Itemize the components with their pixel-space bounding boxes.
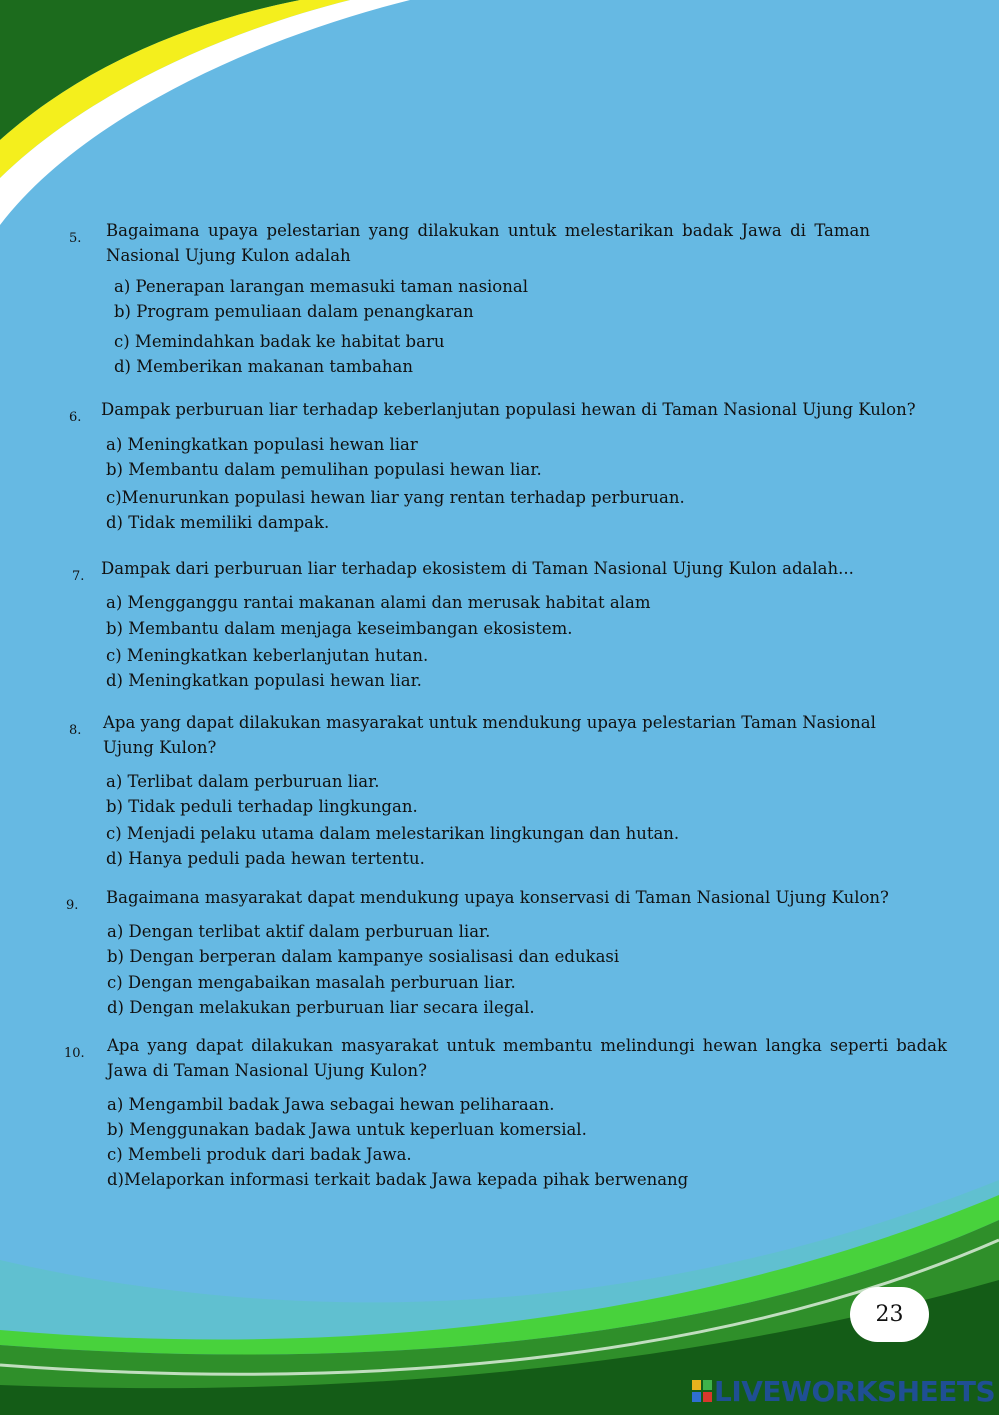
question-text: Bagaimana masyarakat dapat mendukung upaya konservasi di Taman Nasional Ujung Kulon? [106,888,889,907]
question-text: Dampak dari perburuan liar terhadap ekosistem di Taman Nasional Ujung Kulon adalah... [101,559,854,578]
option-c[interactable]: c)Menurunkan populasi hewan liar yang rentan terhadap perburuan. [106,488,685,507]
liveworksheets-brand [692,1373,995,1409]
question-number: 9. [66,898,79,913]
option-b[interactable]: b) Program pemuliaan dalam penangkaran [114,302,474,321]
question-number: 10. [64,1046,85,1061]
option-b[interactable]: b) Tidak peduli terhadap lingkungan. [106,797,418,816]
option-a[interactable]: a) Dengan terlibat aktif dalam perburuan liar. [107,922,491,941]
option-c[interactable]: c) Meningkatkan keberlanjutan hutan. [106,646,429,665]
option-a[interactable]: a) Meningkatkan populasi hewan liar [106,435,418,454]
option-b[interactable]: b) Membantu dalam menjaga keseimbangan ekosistem. [106,619,573,638]
option-d[interactable]: d) Memberikan makanan tambahan [114,357,414,376]
option-c[interactable]: c) Menjadi pelaku utama dalam melestarikan lingkungan dan hutan. [106,824,680,843]
question-number: 7. [72,569,85,584]
option-d[interactable]: d) Meningkatkan populasi hewan liar. [106,671,422,690]
question-text: Apa yang dapat dilakukan masyarakat untuk membantu melindungi hewan langka seperti badak Jawa di Taman Nasional Ujung Kulon? [107,1036,947,1080]
option-d[interactable]: d) Tidak memiliki dampak. [106,513,330,532]
question-number: 6. [69,410,82,425]
option-c[interactable]: c) Membeli produk dari badak Jawa. [107,1145,412,1164]
question-number: 8. [69,723,82,738]
option-a[interactable]: a) Penerapan larangan memasuki taman nasional [114,277,528,296]
option-d[interactable]: d) Dengan melakukan perburuan liar secara ilegal. [107,998,535,1017]
question-text: Dampak perburuan liar terhadap keberlanjutan populasi hewan di Taman Nasional Ujung Kulon? [101,400,916,419]
page-number: 23 [850,1287,929,1342]
liveworksheets-logo-icon [692,1380,712,1402]
option-b[interactable]: b) Membantu dalam pemulihan populasi hewan liar. [106,460,542,479]
option-a[interactable]: a) Terlibat dalam perburuan liar. [106,772,380,791]
option-a[interactable]: a) Mengambil badak Jawa sebagai hewan peliharaan. [107,1095,555,1114]
brand-name: LIVEWORKSHEETS [714,1374,996,1408]
option-a[interactable]: a) Mengganggu rantai makanan alami dan merusak habitat alam [106,593,651,612]
option-c[interactable]: c) Dengan mengabaikan masalah perburuan liar. [107,973,516,992]
option-d[interactable]: d)Melaporkan informasi terkait badak Jawa kepada pihak berwenang [107,1170,689,1189]
option-c[interactable]: c) Memindahkan badak ke habitat baru [114,332,445,351]
option-d[interactable]: d) Hanya peduli pada hewan tertentu. [106,849,425,868]
option-b[interactable]: b) Menggunakan badak Jawa untuk keperluan komersial. [107,1120,587,1139]
question-text: Apa yang dapat dilakukan masyarakat untuk mendukung upaya pelestarian Taman Nasional Ujung Kulon? [103,713,876,757]
option-b[interactable]: b) Dengan berperan dalam kampanye sosialisasi dan edukasi [107,947,620,966]
question-number: 5. [69,231,82,246]
question-text: Bagaimana upaya pelestarian yang dilakukan untuk melestarikan badak Jawa di Taman Nasional Ujung Kulon adalah [106,221,870,265]
